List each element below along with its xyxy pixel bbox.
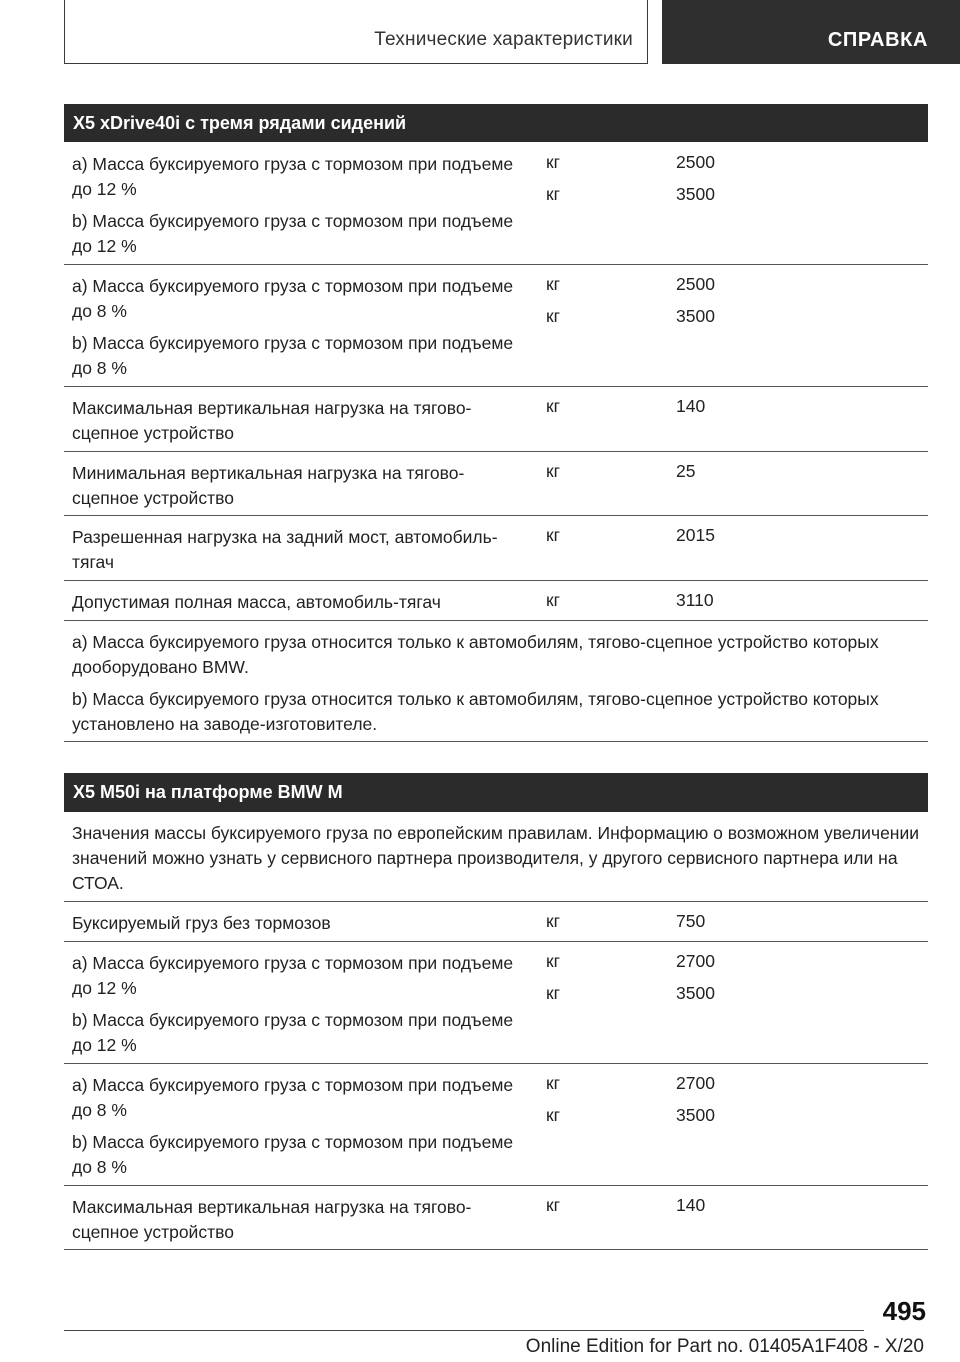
page-number: 495 <box>882 1296 926 1326</box>
footer-divider <box>64 1330 864 1331</box>
table-row-desc: a) Масса буксируемого груза с тормозом при подъеме до 8 % b) Масса буксируемого груза с тормозом при подъеме до 8 % <box>72 1075 514 1177</box>
header-chapter-tab[interactable] <box>662 0 960 64</box>
section-title: X5 M50i на платформе BMW M <box>64 773 928 812</box>
table-row-value: 2015 <box>676 525 715 545</box>
table-row-unit: кг <box>546 911 561 931</box>
table-row-value: 2500 3500 <box>676 152 715 204</box>
row-divider <box>64 1063 928 1064</box>
table-row-value: 140 <box>676 1195 706 1215</box>
section-intro: Значения массы буксируемого груза по европейским правилам. Информацию о возможном увеличении значений можно узнать у сервисного партнера производителя, у другого сервисного партнера или на СТОА. <box>72 823 920 893</box>
table-row-value: 2700 3500 <box>676 1073 715 1125</box>
table-row-desc: Допустимая полная масса, автомобиль-тягач <box>72 592 441 612</box>
table-row-desc: Максимальная вертикальная нагрузка на тягово-сцепное устройство <box>72 398 472 443</box>
row-divider <box>64 386 928 387</box>
table-row-value: 2700 3500 <box>676 951 715 1003</box>
footnote-b: b) Масса буксируемого груза относится только к автомобилям, тягово-сцепное устройство которых установлено на заводе-изготовителе. <box>72 689 879 734</box>
section-title: X5 xDrive40i с тремя рядами сидений <box>64 104 928 142</box>
row-divider <box>64 901 928 902</box>
header-chapter-title: СПРАВКА <box>827 29 928 51</box>
row-divider <box>64 1185 928 1186</box>
table-row-value: 3110 <box>676 590 714 610</box>
table-row-desc: a) Масса буксируемого груза с тормозом при подъеме до 8 % b) Масса буксируемого груза с тормозом при подъеме до 8 % <box>72 276 514 378</box>
table-row-desc: Минимальная вертикальная нагрузка на тягово-сцепное устройство <box>72 463 465 508</box>
header-section-box <box>64 0 648 64</box>
table-row-unit: кг кг <box>546 152 561 204</box>
row-divider <box>64 620 928 621</box>
row-divider <box>64 515 928 516</box>
table-row-unit: кг кг <box>546 1073 561 1125</box>
table-row-unit: кг <box>546 461 561 481</box>
table-row-desc: a) Масса буксируемого груза с тормозом при подъеме до 12 % b) Масса буксируемого груза с тормозом при подъеме до 12 % <box>72 154 514 256</box>
row-divider <box>64 1249 928 1250</box>
row-divider <box>64 580 928 581</box>
table-row-desc: Разрешенная нагрузка на задний мост, автомобиль-тягач <box>72 527 498 572</box>
table-row-value: 2500 3500 <box>676 274 715 326</box>
section-end-divider <box>64 741 928 742</box>
table-row-unit: кг кг <box>546 274 561 326</box>
footer-edition: Online Edition for Part no. 01405A1F408 - X/20 <box>525 1336 924 1357</box>
table-row-unit: кг кг <box>546 951 561 1003</box>
table-row-unit: кг <box>546 590 561 610</box>
table-row-value: 25 <box>676 461 696 481</box>
table-row-unit: кг <box>546 396 561 416</box>
row-divider <box>64 451 928 452</box>
table-row-desc: Буксируемый груз без тормозов <box>72 913 331 933</box>
table-row-desc: Максимальная вертикальная нагрузка на тягово-сцепное устройство <box>72 1197 472 1242</box>
table-row-desc: a) Масса буксируемого груза с тормозом при подъеме до 12 % b) Масса буксируемого груза с тормозом при подъеме до 12 % <box>72 953 514 1055</box>
table-row-value: 750 <box>676 911 706 931</box>
table-row-value: 140 <box>676 396 706 416</box>
table-footnotes <box>72 630 922 737</box>
row-divider <box>64 264 928 265</box>
table-row-unit: кг <box>546 525 561 545</box>
table-row-unit: кг <box>546 1195 561 1215</box>
footnote-a: a) Масса буксируемого груза относится только к автомобилям, тягово-сцепное устройство которых дооборудовано BMW. <box>72 632 879 677</box>
header-section-title: Технические характеристики <box>374 29 633 50</box>
row-divider <box>64 941 928 942</box>
